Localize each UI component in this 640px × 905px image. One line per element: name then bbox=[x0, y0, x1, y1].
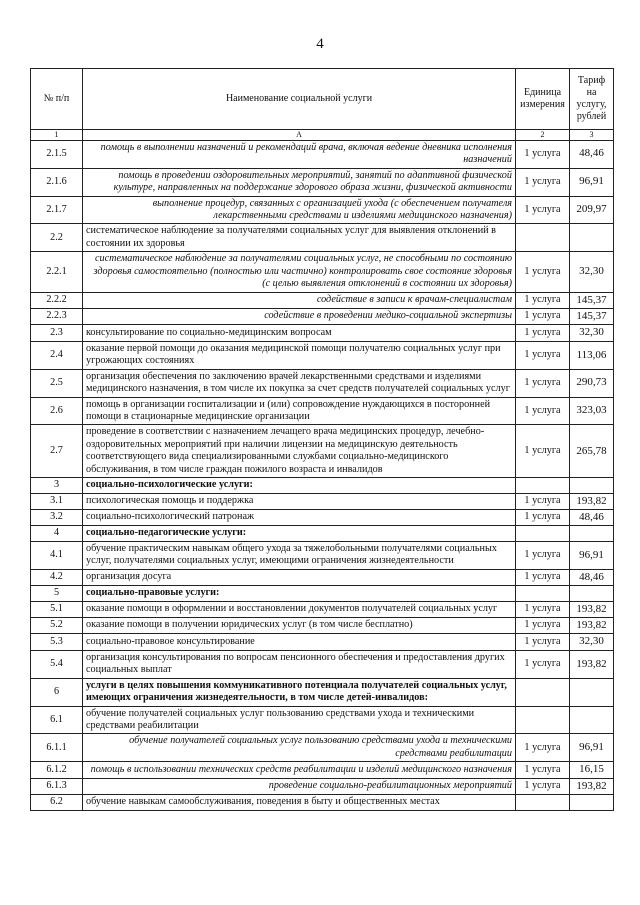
row-price-cell bbox=[570, 224, 614, 252]
row-service-name-cell: систематическое наблюдение за получателями социальных услуг, не способными по состоянию здоровья самостоятельно (полностью или частично) контролировать свое состояние здоровья (с целью выявления отклонений в состоянии их здоровья) bbox=[83, 252, 516, 292]
row-unit-cell: 1 услуга bbox=[516, 140, 570, 168]
row-unit-cell bbox=[516, 795, 570, 810]
table-row bbox=[31, 397, 614, 425]
table-row bbox=[31, 252, 614, 292]
row-service-name-cell: социально-правовое консультирование bbox=[83, 634, 516, 650]
table-row bbox=[31, 369, 614, 397]
table-row bbox=[31, 308, 614, 324]
table-row bbox=[31, 168, 614, 196]
row-price-cell: 290,73 bbox=[570, 369, 614, 397]
row-number-cell: 2.2.3 bbox=[31, 308, 83, 324]
row-price-cell bbox=[570, 526, 614, 541]
row-number-cell: 5.3 bbox=[31, 634, 83, 650]
table-row bbox=[31, 795, 614, 810]
row-unit-cell: 1 услуга bbox=[516, 778, 570, 794]
row-number-cell: 2.2 bbox=[31, 224, 83, 252]
row-service-name-cell: консультирование по социально-медицинским вопросам bbox=[83, 325, 516, 341]
table-row bbox=[31, 734, 614, 762]
row-number-cell: 2.1.7 bbox=[31, 196, 83, 224]
table-row bbox=[31, 778, 614, 794]
row-price-cell bbox=[570, 678, 614, 706]
row-service-name-cell: обучение получателей социальных услуг пользованию средствами ухода и техническими средствами реабилитации bbox=[83, 706, 516, 734]
table-row bbox=[31, 569, 614, 585]
row-service-name-cell: оказание помощи в получении юридических услуг (в том числе бесплатно) bbox=[83, 617, 516, 633]
row-price-cell: 48,46 bbox=[570, 510, 614, 526]
row-service-name-cell: организация досуга bbox=[83, 569, 516, 585]
row-number-cell: 2.6 bbox=[31, 397, 83, 425]
table-row bbox=[31, 706, 614, 734]
table-row bbox=[31, 634, 614, 650]
row-price-cell: 145,37 bbox=[570, 308, 614, 324]
table-row bbox=[31, 526, 614, 541]
row-number-cell: 6.1 bbox=[31, 706, 83, 734]
row-number-cell: 6 bbox=[31, 678, 83, 706]
row-unit-cell: 1 услуга bbox=[516, 292, 570, 308]
row-service-name-cell: социально-психологические услуги: bbox=[83, 478, 516, 493]
row-unit-cell: 1 услуга bbox=[516, 369, 570, 397]
row-service-name-cell: помощь в проведении оздоровительных мероприятий, занятий по адаптивной физической культуре, направленных на поддержание здорового образа жизни, физической активности bbox=[83, 168, 516, 196]
row-service-name-cell: проведение социально-реабилитационных мероприятий bbox=[83, 778, 516, 794]
row-service-name-cell: организация обеспечения по заключению врачей лекарственными средствами и изделиями медицинского назначения, в том числе их покупка за счет средств получателей социальных услуг bbox=[83, 369, 516, 397]
page-number: 4 bbox=[316, 36, 324, 52]
row-service-name-cell: психологическая помощь и поддержка bbox=[83, 493, 516, 509]
row-price-cell: 96,91 bbox=[570, 168, 614, 196]
row-unit-cell: 1 услуга bbox=[516, 541, 570, 569]
table-row bbox=[31, 678, 614, 706]
table-row bbox=[31, 510, 614, 526]
row-number-cell: 4 bbox=[31, 526, 83, 541]
row-unit-cell: 1 услуга bbox=[516, 397, 570, 425]
row-unit-cell: 1 услуга bbox=[516, 634, 570, 650]
row-number-cell: 2.2.2 bbox=[31, 292, 83, 308]
row-number-cell: 4.2 bbox=[31, 569, 83, 585]
table-row bbox=[31, 541, 614, 569]
row-price-cell: 16,15 bbox=[570, 762, 614, 778]
row-number-cell: 2.3 bbox=[31, 325, 83, 341]
table-row bbox=[31, 601, 614, 617]
row-price-cell: 193,82 bbox=[570, 493, 614, 509]
row-price-cell: 265,78 bbox=[570, 425, 614, 478]
services-tariff-table bbox=[30, 68, 614, 811]
table-header-row bbox=[31, 69, 614, 130]
row-unit-cell: 1 услуга bbox=[516, 168, 570, 196]
row-price-cell: 48,46 bbox=[570, 140, 614, 168]
row-price-cell: 323,03 bbox=[570, 397, 614, 425]
row-unit-cell: 1 услуга bbox=[516, 325, 570, 341]
row-price-cell: 32,30 bbox=[570, 634, 614, 650]
row-unit-cell: 1 услуга bbox=[516, 617, 570, 633]
row-number-cell: 2.1.5 bbox=[31, 140, 83, 168]
header-number: № п/п bbox=[31, 69, 83, 130]
table-row bbox=[31, 650, 614, 678]
row-price-cell bbox=[570, 706, 614, 734]
row-price-cell: 209,97 bbox=[570, 196, 614, 224]
header-unit: Единица измерения bbox=[516, 69, 570, 130]
row-unit-cell: 1 услуга bbox=[516, 341, 570, 369]
row-number-cell: 3.1 bbox=[31, 493, 83, 509]
row-unit-cell: 1 услуга bbox=[516, 650, 570, 678]
table-row bbox=[31, 493, 614, 509]
row-price-cell: 96,91 bbox=[570, 541, 614, 569]
row-number-cell: 6.1.1 bbox=[31, 734, 83, 762]
row-unit-cell: 1 услуга bbox=[516, 601, 570, 617]
row-number-cell: 2.2.1 bbox=[31, 252, 83, 292]
row-unit-cell: 1 услуга bbox=[516, 762, 570, 778]
index-cell: 3 bbox=[570, 130, 614, 141]
row-price-cell bbox=[570, 478, 614, 493]
row-unit-cell: 1 услуга bbox=[516, 493, 570, 509]
row-unit-cell bbox=[516, 478, 570, 493]
row-price-cell bbox=[570, 795, 614, 810]
row-service-name-cell: содействие в записи к врачам-специалистам bbox=[83, 292, 516, 308]
table-row bbox=[31, 425, 614, 478]
row-price-cell: 193,82 bbox=[570, 778, 614, 794]
table-row bbox=[31, 292, 614, 308]
row-price-cell: 32,30 bbox=[570, 325, 614, 341]
header-price: Тариф на услугу, рублей bbox=[570, 69, 614, 130]
row-unit-cell bbox=[516, 224, 570, 252]
row-price-cell: 48,46 bbox=[570, 569, 614, 585]
row-number-cell: 3.2 bbox=[31, 510, 83, 526]
row-unit-cell: 1 услуга bbox=[516, 734, 570, 762]
row-unit-cell: 1 услуга bbox=[516, 252, 570, 292]
row-service-name-cell: социально-правовые услуги: bbox=[83, 586, 516, 601]
row-service-name-cell: содействие в проведении медико-социальной экспертизы bbox=[83, 308, 516, 324]
row-unit-cell: 1 услуга bbox=[516, 196, 570, 224]
row-number-cell: 2.7 bbox=[31, 425, 83, 478]
table-row bbox=[31, 762, 614, 778]
row-price-cell: 113,06 bbox=[570, 341, 614, 369]
row-number-cell: 6.2 bbox=[31, 795, 83, 810]
row-unit-cell bbox=[516, 678, 570, 706]
table-row bbox=[31, 140, 614, 168]
row-service-name-cell: услуги в целях повышения коммуникативного потенциала получателей социальных услуг, имеющих ограничения жизнедеятельности, в том числе детей-инвалидов: bbox=[83, 678, 516, 706]
row-number-cell: 5.2 bbox=[31, 617, 83, 633]
row-service-name-cell: оказание помощи в оформлении и восстановлении документов получателей социальных услуг bbox=[83, 601, 516, 617]
row-unit-cell bbox=[516, 526, 570, 541]
row-unit-cell bbox=[516, 586, 570, 601]
row-service-name-cell: помощь в организации госпитализации и (или) сопровождение нуждающихся в посторонней помощи в стационарные медицинские организации bbox=[83, 397, 516, 425]
index-cell: А bbox=[83, 130, 516, 141]
row-price-cell: 193,82 bbox=[570, 601, 614, 617]
row-number-cell: 3 bbox=[31, 478, 83, 493]
row-number-cell: 4.1 bbox=[31, 541, 83, 569]
row-price-cell: 32,30 bbox=[570, 252, 614, 292]
row-service-name-cell: помощь в использовании технических средств реабилитации и изделий медицинского назначения bbox=[83, 762, 516, 778]
row-service-name-cell: социально-педагогические услуги: bbox=[83, 526, 516, 541]
row-number-cell: 2.1.6 bbox=[31, 168, 83, 196]
table-row bbox=[31, 341, 614, 369]
row-service-name-cell: обучение практическим навыкам общего ухода за тяжелобольными получателями социальных услуг, получателями социальных услуг, имеющими ограничения жизнедеятельности bbox=[83, 541, 516, 569]
row-number-cell: 5 bbox=[31, 586, 83, 601]
table-row bbox=[31, 617, 614, 633]
table-row bbox=[31, 325, 614, 341]
row-unit-cell: 1 услуга bbox=[516, 425, 570, 478]
row-service-name-cell: обучение навыкам самообслуживания, поведения в быту и общественных местах bbox=[83, 795, 516, 810]
row-service-name-cell: организация консультирования по вопросам пенсионного обеспечения и предоставления других социальных выплат bbox=[83, 650, 516, 678]
table-row bbox=[31, 586, 614, 601]
row-service-name-cell: оказание первой помощи до оказания медицинской помощи получателю социальных услуг при угрожающих состояниях bbox=[83, 341, 516, 369]
row-price-cell bbox=[570, 586, 614, 601]
row-unit-cell: 1 услуга bbox=[516, 308, 570, 324]
row-number-cell: 5.1 bbox=[31, 601, 83, 617]
index-cell: 1 bbox=[31, 130, 83, 141]
table-row bbox=[31, 196, 614, 224]
row-service-name-cell: помощь в выполнении назначений и рекомендаций врача, включая ведение дневника исполнения назначений bbox=[83, 140, 516, 168]
table-row bbox=[31, 224, 614, 252]
column-index-row bbox=[31, 130, 614, 141]
index-cell: 2 bbox=[516, 130, 570, 141]
row-price-cell: 145,37 bbox=[570, 292, 614, 308]
row-service-name-cell: систематическое наблюдение за получателями социальных услуг для выявления отклонений в состоянии их здоровья bbox=[83, 224, 516, 252]
row-unit-cell bbox=[516, 706, 570, 734]
row-number-cell: 2.5 bbox=[31, 369, 83, 397]
row-service-name-cell: проведение в соответствии с назначением лечащего врача медицинских процедур, лечебно-оздоровительных мероприятий при наличии лицензии на медицинскую деятельность соответствующего вида специализированными службами социально-медицинского обслуживания, в том числе граждан пожилого возраста и инвалидов bbox=[83, 425, 516, 478]
row-service-name-cell: социально-психологический патронаж bbox=[83, 510, 516, 526]
row-number-cell: 5.4 bbox=[31, 650, 83, 678]
row-service-name-cell: обучение получателей социальных услуг пользованию средствами ухода и техническими средствами реабилитации bbox=[83, 734, 516, 762]
row-price-cell: 96,91 bbox=[570, 734, 614, 762]
table-row bbox=[31, 478, 614, 493]
row-price-cell: 193,82 bbox=[570, 650, 614, 678]
row-number-cell: 6.1.3 bbox=[31, 778, 83, 794]
row-number-cell: 6.1.2 bbox=[31, 762, 83, 778]
header-service-name: Наименование социальной услуги bbox=[83, 69, 516, 130]
row-number-cell: 2.4 bbox=[31, 341, 83, 369]
row-unit-cell: 1 услуга bbox=[516, 510, 570, 526]
row-service-name-cell: выполнение процедур, связанных с организацией ухода (с обеспечением получателя лекарственными средствами и изделиями медицинского назначения) bbox=[83, 196, 516, 224]
row-price-cell: 193,82 bbox=[570, 617, 614, 633]
row-unit-cell: 1 услуга bbox=[516, 569, 570, 585]
